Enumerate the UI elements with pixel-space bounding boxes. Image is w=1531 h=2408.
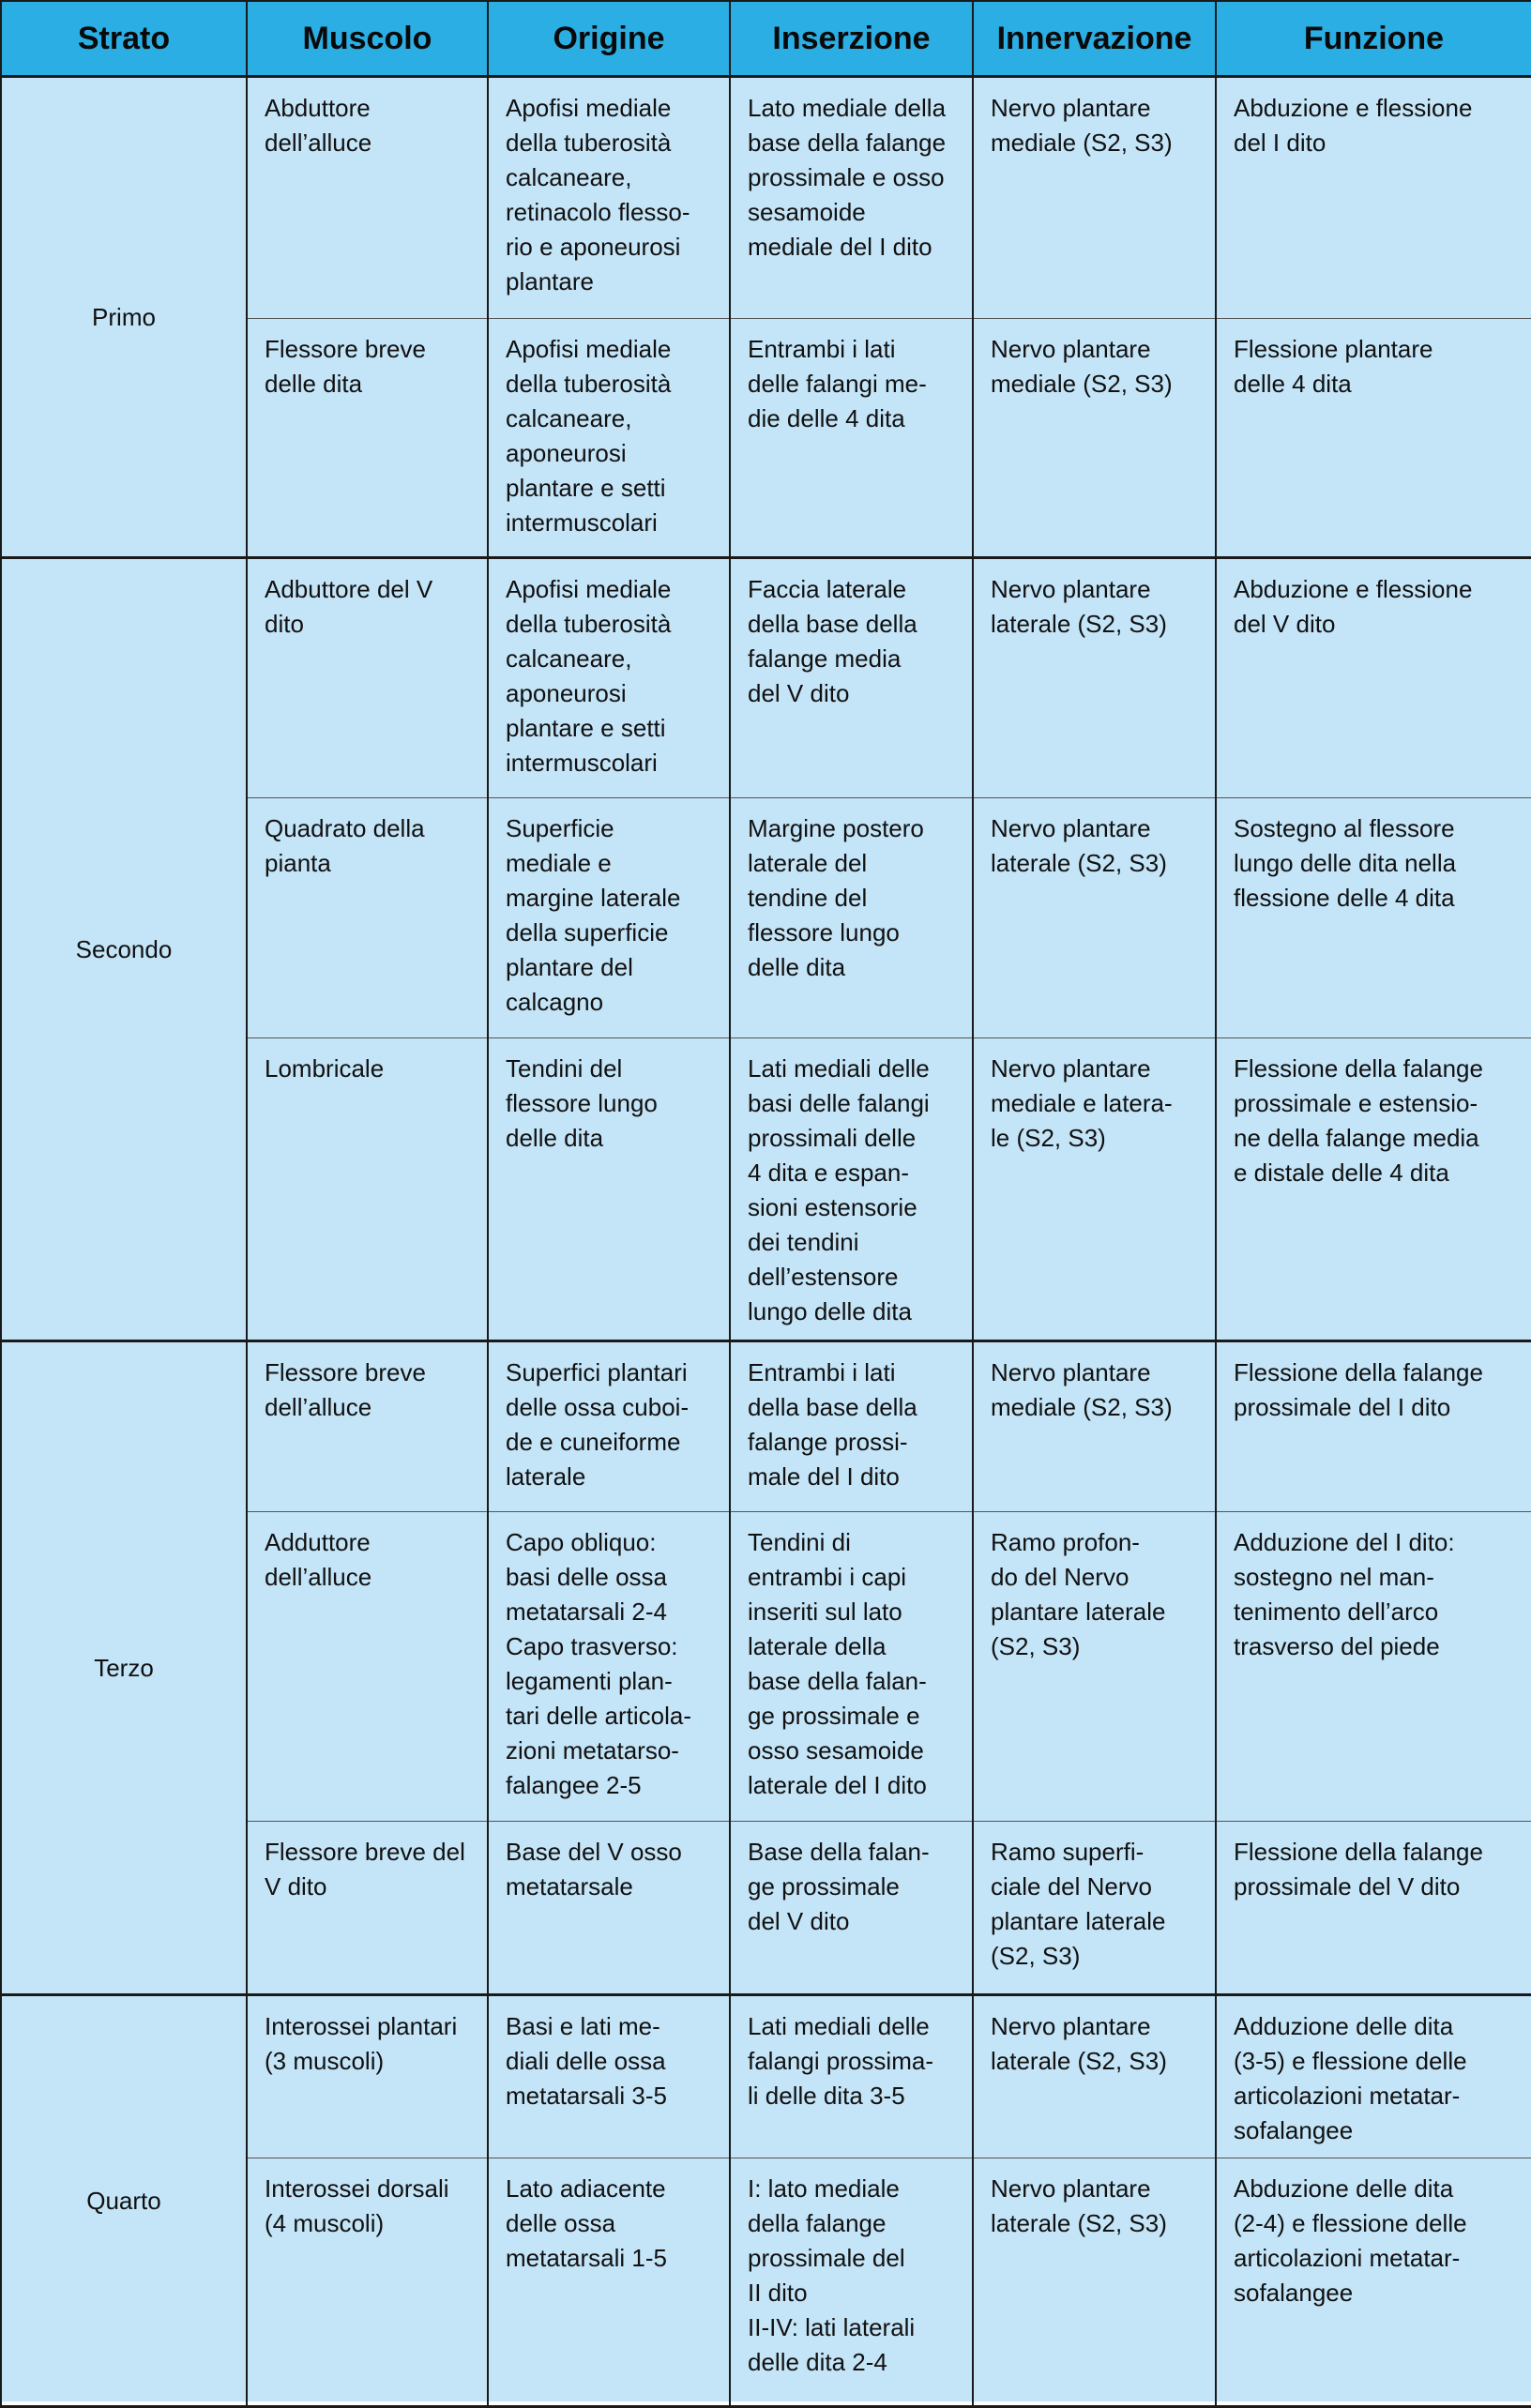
muscolo-cell: Quadrato della pianta: [247, 798, 488, 1038]
origine-cell: Tendini del flessore lungo delle dita: [488, 1038, 730, 1341]
origine-cell: Apofisi mediale della tuberosità calcaneare, aponeurosi plantare e setti intermuscolari: [488, 558, 730, 798]
innervazione-cell: Nervo plantare laterale (S2, S3): [973, 798, 1216, 1038]
muscolo-cell: Lombricale: [247, 1038, 488, 1341]
muscolo-cell: Interossei dorsali (4 muscoli): [247, 2158, 488, 2407]
origine-cell: Superficie mediale e margine laterale della superficie plantare del calcagno: [488, 798, 730, 1038]
inserzione-cell: Tendini di entrambi i capi inseriti sul lato laterale della base della falan- ge prossimale e osso sesamoide laterale del I dito: [730, 1512, 973, 1822]
origine-cell: Basi e lati me- diali delle ossa metatarsali 3-5: [488, 1995, 730, 2158]
muscolo-cell: Flessore breve del V dito: [247, 1822, 488, 1995]
header-muscolo: Muscolo: [247, 1, 488, 77]
inserzione-cell: Entrambi i lati delle falangi me- die delle 4 dita: [730, 319, 973, 558]
strato-cell: Terzo: [1, 1341, 247, 1995]
innervazione-cell: Nervo plantare laterale (S2, S3): [973, 1995, 1216, 2158]
origine-cell: Apofisi mediale della tuberosità calcaneare, aponeurosi plantare e setti intermuscolari: [488, 319, 730, 558]
funzione-cell: Abduzione e flessione del V dito: [1216, 558, 1531, 798]
origine-cell: Apofisi mediale della tuberosità calcaneare, retinacolo flesso- rio e aponeurosi plantare: [488, 77, 730, 319]
muscolo-cell: Flessore breve dell’alluce: [247, 1341, 488, 1512]
inserzione-cell: I: lato mediale della falange prossimale del II dito II-IV: lati laterali delle dita 2-4: [730, 2158, 973, 2407]
muscolo-cell: Abduttore dell’alluce: [247, 77, 488, 319]
innervazione-cell: Nervo plantare mediale (S2, S3): [973, 77, 1216, 319]
muscolo-cell: Adbuttore del V dito: [247, 558, 488, 798]
origine-cell: Superfici plantari delle ossa cuboi- de e cuneiforme laterale: [488, 1341, 730, 1512]
strato-cell: Quarto: [1, 1995, 247, 2407]
inserzione-cell: Lati mediali delle falangi prossima- li delle dita 3-5: [730, 1995, 973, 2158]
innervazione-cell: Nervo plantare laterale (S2, S3): [973, 2158, 1216, 2407]
inserzione-cell: Margine postero laterale del tendine del flessore lungo delle dita: [730, 798, 973, 1038]
header-funzione: Funzione: [1216, 1, 1531, 77]
muscolo-cell: Interossei plantari (3 muscoli): [247, 1995, 488, 2158]
inserzione-cell: Entrambi i lati della base della falange prossi- male del I dito: [730, 1341, 973, 1512]
funzione-cell: Flessione della falange prossimale del I dito: [1216, 1341, 1531, 1512]
inserzione-cell: Faccia laterale della base della falange media del V dito: [730, 558, 973, 798]
table-row: [1, 1341, 1531, 1512]
header-origine: Origine: [488, 1, 730, 77]
table-row: [1, 77, 1531, 319]
innervazione-cell: Nervo plantare laterale (S2, S3): [973, 558, 1216, 798]
strato-cell: Primo: [1, 77, 247, 558]
inserzione-cell: Lato mediale della base della falange prossimale e osso sesamoide mediale del I dito: [730, 77, 973, 319]
origine-cell: Base del V osso metatarsale: [488, 1822, 730, 1995]
strato-cell: Secondo: [1, 558, 247, 1341]
header-innervazione: Innervazione: [973, 1, 1216, 77]
innervazione-cell: Ramo superfi- ciale del Nervo plantare laterale (S2, S3): [973, 1822, 1216, 1995]
table-row: [1, 1995, 1531, 2158]
funzione-cell: Abduzione delle dita (2-4) e flessione delle articolazioni metatar- sofalangee: [1216, 2158, 1531, 2407]
innervazione-cell: Nervo plantare mediale (S2, S3): [973, 319, 1216, 558]
muscolo-cell: Adduttore dell’alluce: [247, 1512, 488, 1822]
funzione-cell: Abduzione e flessione del I dito: [1216, 77, 1531, 319]
funzione-cell: Sostegno al flessore lungo delle dita nella flessione delle 4 dita: [1216, 798, 1531, 1038]
funzione-cell: Adduzione delle dita (3-5) e flessione delle articolazioni metatar- sofalangee: [1216, 1995, 1531, 2158]
origine-cell: Lato adiacente delle ossa metatarsali 1-5: [488, 2158, 730, 2407]
funzione-cell: Adduzione del I dito: sostegno nel man- tenimento dell’arco trasverso del piede: [1216, 1512, 1531, 1822]
funzione-cell: Flessione plantare delle 4 dita: [1216, 319, 1531, 558]
innervazione-cell: Nervo plantare mediale (S2, S3): [973, 1341, 1216, 1512]
header-inserzione: Inserzione: [730, 1, 973, 77]
innervazione-cell: Ramo profon- do del Nervo plantare laterale (S2, S3): [973, 1512, 1216, 1822]
innervazione-cell: Nervo plantare mediale e latera- le (S2, S3): [973, 1038, 1216, 1341]
muscolo-cell: Flessore breve delle dita: [247, 319, 488, 558]
header-row: [1, 1, 1531, 77]
origine-cell: Capo obliquo: basi delle ossa metatarsali 2-4 Capo trasverso: legamenti plan- tari delle articola- zioni metatarso- falangee 2-5: [488, 1512, 730, 1822]
inserzione-cell: Lati mediali delle basi delle falangi prossimali delle 4 dita e espan- sioni estensorie dei tendini dell’estensore lungo delle dita: [730, 1038, 973, 1341]
table-row: [1, 558, 1531, 798]
header-strato: Strato: [1, 1, 247, 77]
funzione-cell: Flessione della falange prossimale del V dito: [1216, 1822, 1531, 1995]
funzione-cell: Flessione della falange prossimale e estensio- ne della falange media e distale delle 4 dita: [1216, 1038, 1531, 1341]
inserzione-cell: Base della falan- ge prossimale del V dito: [730, 1822, 973, 1995]
